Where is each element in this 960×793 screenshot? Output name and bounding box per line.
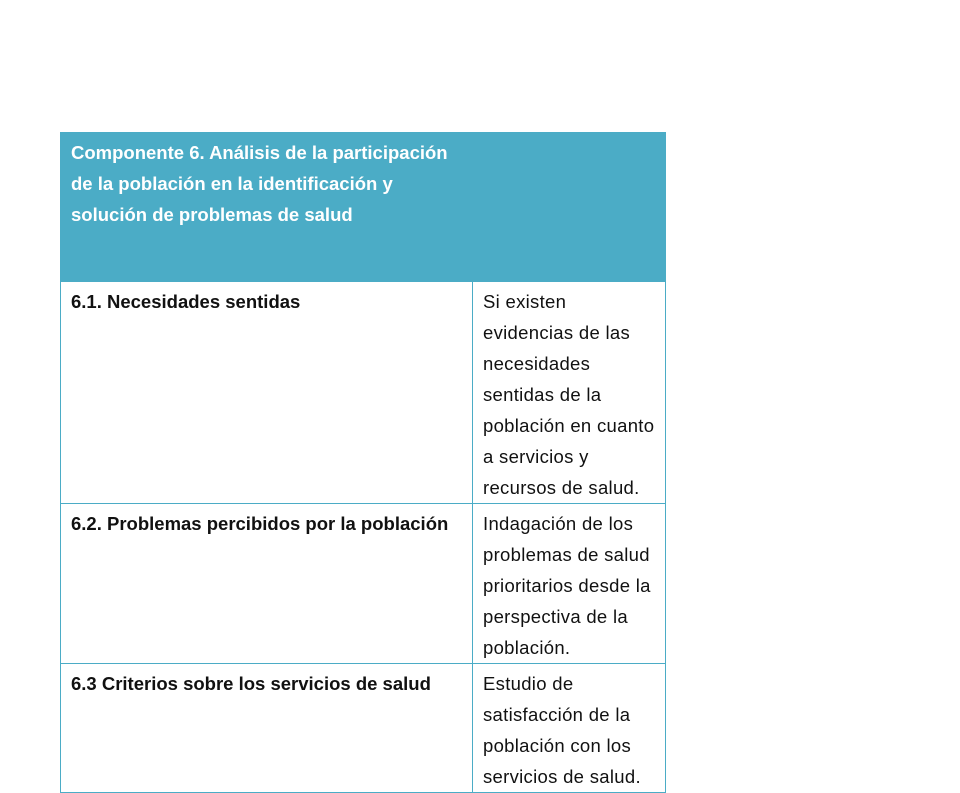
row-label: 6.3 Criterios sobre los servicios de salud: [71, 673, 431, 694]
table-row: [61, 664, 666, 793]
row-description-cell: [473, 282, 666, 504]
row-description: Si existen evidencias de las necesidades sentidas de la población en cuanto a servicios y recursos de salud.: [483, 291, 655, 498]
row-label: 6.2. Problemas percibidos por la población: [71, 513, 449, 534]
row-description-cell: [473, 664, 666, 793]
row-description-cell: [473, 504, 666, 664]
row-label: 6.1. Necesidades sentidas: [71, 291, 301, 312]
table-row: [61, 504, 666, 664]
row-description: Indagación de los problemas de salud prioritarios desde la perspectiva de la población.: [483, 513, 651, 658]
row-label-cell: [61, 664, 473, 793]
row-label-cell: [61, 504, 473, 664]
table-row: [61, 282, 666, 504]
row-label-cell: [61, 282, 473, 504]
header-empty-cell: [473, 133, 666, 282]
header-title-cell: [61, 133, 473, 282]
table-header-row: [61, 133, 666, 282]
row-description: Estudio de satisfacción de la población con los servicios de salud.: [483, 673, 641, 787]
component-table: [60, 132, 666, 793]
header-title: Componente 6. Análisis de la participación de la población en la identificación y solución de problemas de salud: [71, 142, 448, 225]
